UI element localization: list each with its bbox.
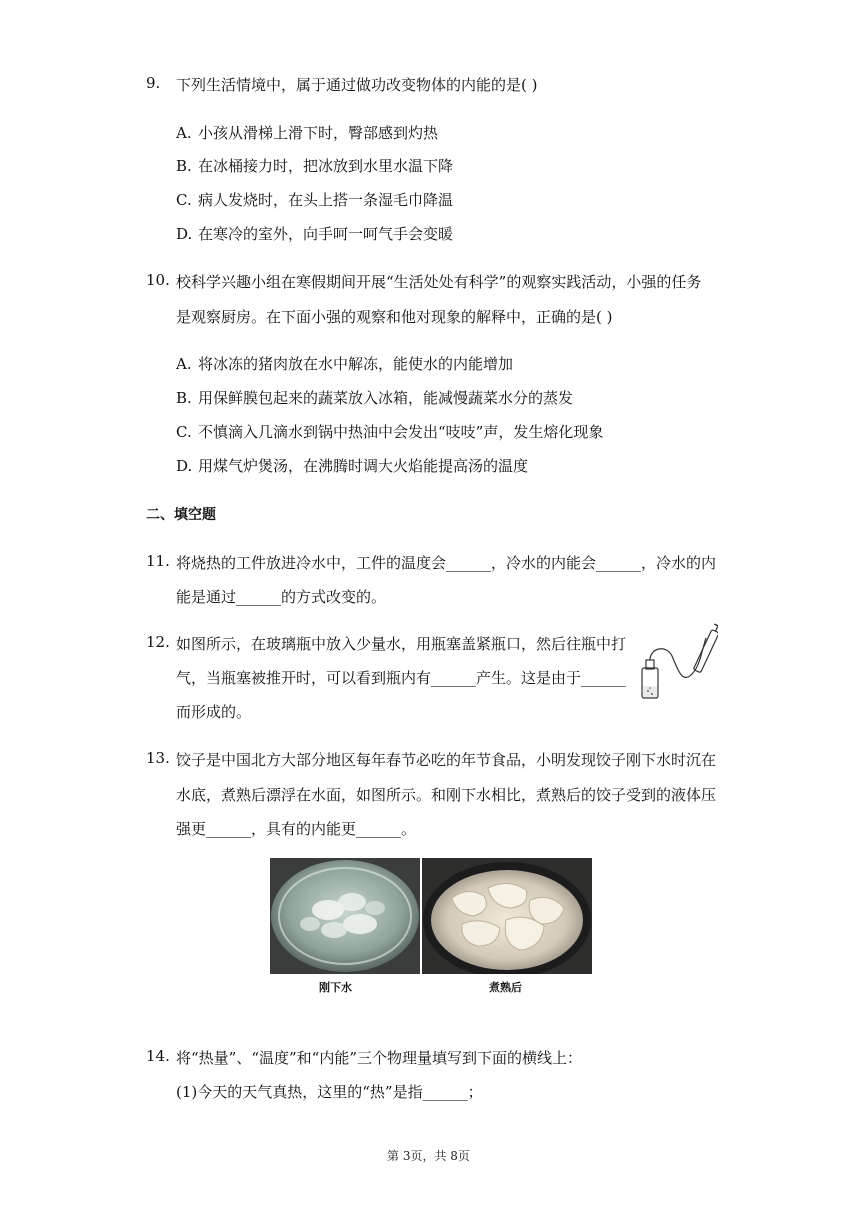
- option-d: D. 用煤气炉煲汤，在沸腾时调大火焰能提高汤的温度: [176, 457, 529, 475]
- question-stem-line: 是观察厨房。在下面小强的观察和他对现象的解释中，正确的是( ): [176, 308, 613, 326]
- question-stem-line: 校科学兴趣小组在寒假期间开展“生活处处有科学”的观察实践活动，小强的任务: [176, 273, 702, 291]
- option-b: B. 在冰桶接力时，把冰放到水里水温下降: [176, 157, 454, 175]
- question-line: 如图所示，在玻璃瓶中放入少量水，用瓶塞盖紧瓶口，然后往瓶中打: [176, 635, 627, 653]
- option-c: C. 不慎滴入几滴水到锅中热油中会发出“吱吱”声，发生熔化现象: [176, 423, 604, 441]
- dumplings-raw-photo: [270, 858, 420, 974]
- question-number: 12.: [146, 633, 170, 651]
- photo-caption-left: 刚下水: [319, 981, 352, 994]
- option-d: D. 在寒冷的室外，向手呵一呵气手会变暖: [176, 225, 454, 243]
- bottle-pump-illustration: [636, 622, 718, 704]
- question-number: 14.: [146, 1047, 170, 1065]
- question-line: 强更______，具有的内能更______。: [176, 820, 417, 838]
- question-line: (1)今天的天气真热，这里的“热”是指______；: [176, 1083, 483, 1101]
- option-b: B. 用保鲜膜包起来的蔬菜放入冰箱，能减慢蔬菜水分的蒸发: [176, 389, 574, 407]
- question-number: 10.: [146, 271, 170, 289]
- question-line: 能是通过______的方式改变的。: [176, 588, 387, 606]
- question-line: 而形成的。: [176, 703, 252, 721]
- question-line: 饺子是中国北方大部分地区每年春节必吃的年节食品，小明发现饺子刚下水时沉在: [176, 751, 717, 769]
- question-line: 将“热量”、“温度”和“内能”三个物理量填写到下面的横线上：: [176, 1049, 583, 1067]
- page-footer: 第 3页，共 8页: [387, 1149, 470, 1163]
- option-c: C. 病人发烧时，在头上搭一条湿毛巾降温: [176, 191, 454, 209]
- option-a: A. 将冰冻的猪肉放在水中解冻，能使水的内能增加: [176, 355, 514, 373]
- question-number: 11.: [146, 552, 170, 570]
- question-number: 13.: [146, 749, 170, 767]
- question-line: 气，当瓶塞被推开时，可以看到瓶内有______产生。这是由于______: [176, 669, 627, 687]
- option-a: A. 小孩从滑梯上滑下时，臀部感到灼热: [176, 124, 439, 142]
- photo-caption-right: 煮熟后: [489, 981, 522, 994]
- question-number: 9.: [146, 74, 161, 92]
- section-heading: 二、填空题: [146, 507, 216, 523]
- question-line: 水底，煮熟后漂浮在水面，如图所示。和刚下水相比，煮熟后的饺子受到的液体压: [176, 786, 717, 804]
- question-stem: 下列生活情境中，属于通过做功改变物体的内能的是( ): [176, 76, 538, 94]
- question-line: 将烧热的工件放进冷水中，工件的温度会______，冷水的内能会______，冷水的内: [176, 554, 717, 572]
- dumplings-cooked-photo: [422, 858, 592, 974]
